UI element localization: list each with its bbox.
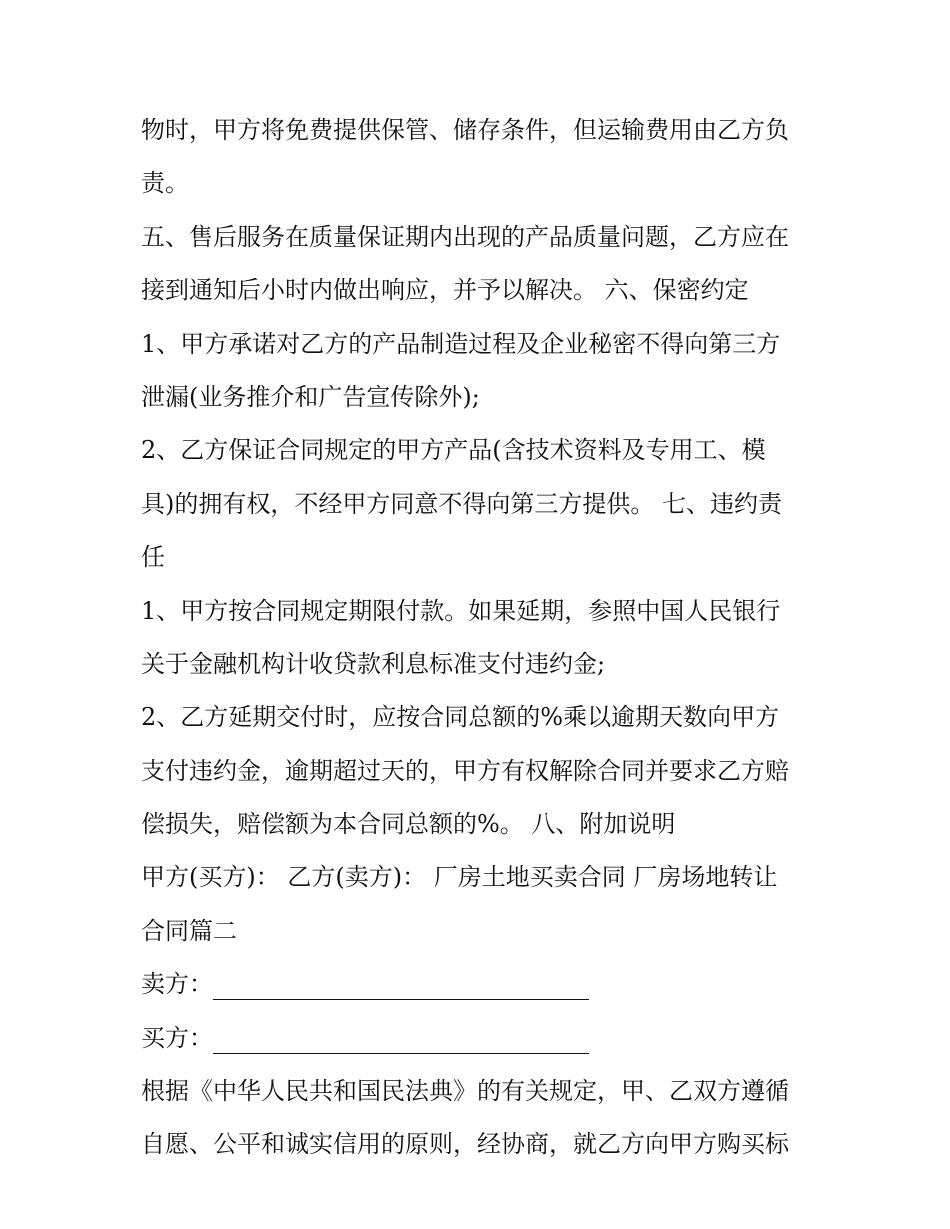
text-line: 支付违约金，逾期超过天的，甲方有权解除合同并要求乙方赔 bbox=[141, 756, 789, 785]
buyer-blank bbox=[213, 1025, 589, 1054]
text-line: 2、乙方延期交付时，应按合同总额的%乘以逾期天数向甲方 bbox=[141, 703, 780, 732]
seller-line bbox=[141, 958, 821, 1011]
text-line: 物时，甲方将免费提供保管、储存条件，但运输费用由乙方负 bbox=[141, 116, 789, 144]
text-line: 2、乙方保证合同规定的甲方产品(含技术资料及专用工、模 bbox=[141, 436, 766, 465]
buyer-line bbox=[141, 1012, 821, 1065]
text-line: 关于金融机构计收贷款利息标准支付违约金; bbox=[141, 649, 606, 678]
buyer-label: 买方： bbox=[141, 1023, 213, 1052]
text-line: 根据《中华人民共和国民法典》的有关规定，甲、乙双方遵循 bbox=[141, 1077, 789, 1106]
document-body bbox=[141, 104, 821, 1172]
text-line: 自愿、公平和诚实信用的原则，经协商，就乙方向甲方购买标 bbox=[141, 1130, 789, 1159]
text-line: 1、甲方承诺对乙方的产品制造过程及企业秘密不得向第三方 bbox=[141, 329, 781, 358]
seller-blank bbox=[213, 971, 589, 1000]
text-line: 偿损失，赔偿额为本合同总额的%。 八、附加说明 bbox=[141, 810, 676, 839]
text-line: 泄漏(业务推介和广告宣传除外); bbox=[141, 382, 480, 411]
text-line: 1、甲方按合同规定期限付款。如果延期，参照中国人民银行 bbox=[141, 596, 781, 625]
text-line: 责。 bbox=[141, 169, 189, 198]
text-line: 五、售后服务在质量保证期内出现的产品质量问题，乙方应在 bbox=[141, 222, 789, 251]
text-line: 接到通知后小时内做出响应，并予以解决。 六、保密约定 bbox=[141, 276, 749, 305]
text-line: 任 bbox=[141, 543, 165, 572]
text-line: 具)的拥有权，不经甲方同意不得向第三方提供。 七、违约责 bbox=[141, 489, 782, 518]
text-line: 甲方(买方)： 乙方(卖方)： 厂房土地买卖合同 厂房场地转让 bbox=[141, 863, 778, 892]
text-line: 合同篇二 bbox=[141, 916, 237, 945]
seller-label: 卖方： bbox=[141, 970, 213, 999]
